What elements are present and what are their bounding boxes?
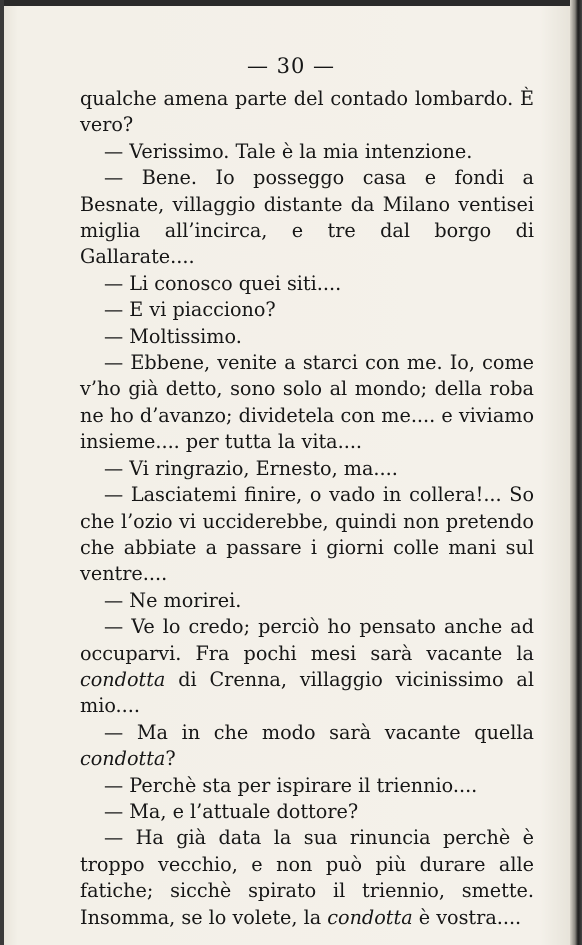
scan-top-edge [0,0,582,6]
italic-term: condotta [80,667,166,691]
scan-right-edge [570,0,582,945]
text-run: — Ne morirei. [104,588,242,612]
text-run: — E vi piacciono? [104,298,276,322]
paragraph [80,773,534,799]
text-run: — Lasciatemi finire, o vado in collera!... So che l’ozio vi ucciderebbe, quindi non pretendo che abbiate a passare i giorni colle mani sul ventre.... [80,483,534,586]
paragraph [80,456,534,482]
text-run: — Verissimo. Tale è la mia intenzione. [104,139,473,163]
text-run: di Crenna, villaggio vicinissimo al mio.... [80,667,534,718]
paragraph [80,825,534,931]
text-run: ? [165,747,176,771]
paragraph [80,482,534,588]
text-run: — Perchè sta per ispirare il triennio.... [104,773,478,797]
paragraph [80,271,534,297]
text-run: è vostra.... [412,905,522,929]
text-run: — Ebbene, venite a starci con me. Io, come v’ho già detto, sono solo al mondo; della roba ne ho d’avanzo; dividetela con me.... e viviamo insieme.... per tutta la vita.... [80,351,534,454]
paragraph [80,350,534,456]
text-run: — Li conosco quei siti.... [104,271,342,295]
paragraph [80,165,534,271]
paragraph [80,720,534,773]
text-run: — Vi ringrazio, Ernesto, ma.... [104,456,398,480]
italic-term: condotta [327,905,413,929]
paragraph [80,588,534,614]
scan-left-edge [0,0,4,945]
text-run: — Ma, e l’attuale dottore? [104,799,359,823]
text-run: — Ha già data la sua rinuncia perchè è troppo vecchio, e non può più durare alle fatiche; sicchè spirato il triennio, smette. Insomma, se lo volete, la [80,826,534,929]
text-run: — Ve lo credo; perciò ho pensato anche ad occuparvi. Fra pochi mesi sarà vacante la [80,615,534,665]
page-number: — 30 — [246,54,336,78]
paragraph [80,297,534,323]
paragraph [80,86,534,139]
paragraph [80,614,534,720]
paragraph [80,799,534,825]
paragraph [80,324,534,350]
body-text [80,86,534,931]
paragraph [80,139,534,165]
text-run: qualche amena parte del contado lombardo. È vero? [80,87,534,137]
text-run: — Moltissimo. [104,324,242,348]
text-run: — Ma in che modo sarà vacante quella [104,720,534,744]
italic-term: condotta [80,747,166,771]
text-run: — Bene. Io posseggo casa e fondi a Besnate, villaggio distante da Milano ventisei miglia all’incirca, e tre dal borgo di Gallarate.... [80,166,534,269]
